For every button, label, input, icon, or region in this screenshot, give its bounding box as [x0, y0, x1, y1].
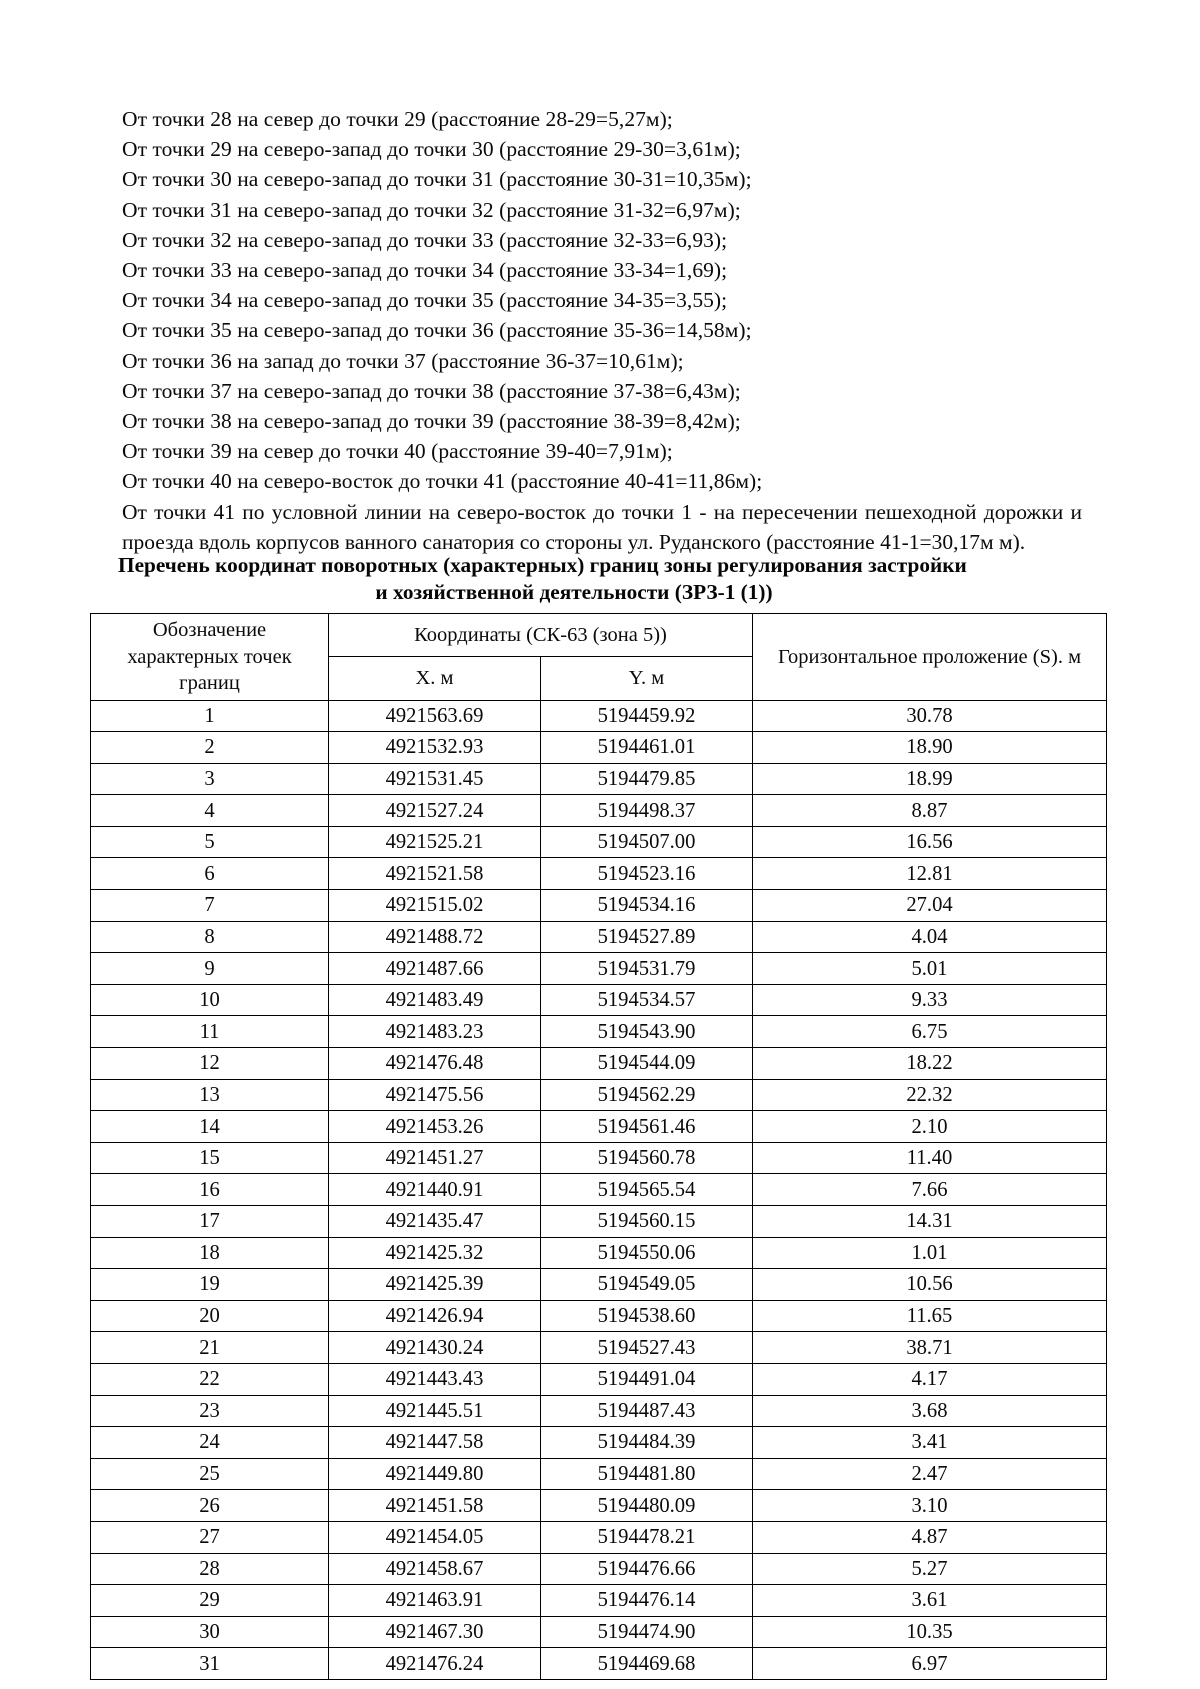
cell-point-number: 6	[91, 858, 329, 890]
cell-horizontal: 12.81	[753, 858, 1107, 890]
cell-horizontal: 14.31	[753, 1206, 1107, 1238]
cell-horizontal: 5.01	[753, 953, 1107, 985]
cell-y: 5194487.43	[541, 1395, 753, 1427]
cell-x: 4921563.69	[329, 700, 541, 732]
cell-horizontal: 4.17	[753, 1363, 1107, 1395]
cell-x: 4921515.02	[329, 890, 541, 922]
table-row	[91, 826, 1107, 858]
cell-x: 4921445.51	[329, 1395, 541, 1427]
cell-x: 4921447.58	[329, 1427, 541, 1459]
cell-x: 4921451.58	[329, 1490, 541, 1522]
cell-point-number: 30	[91, 1616, 329, 1648]
boundary-line: От точки 32 на северо-запад до точки 33 (расстояние 32-33=6,93);	[122, 227, 728, 252]
cell-x: 4921426.94	[329, 1300, 541, 1332]
boundary-line: От точки 33 на северо-запад до точки 34 (расстояние 33-34=1,69);	[122, 258, 728, 283]
cell-point-number: 8	[91, 921, 329, 953]
cell-y: 5194484.39	[541, 1427, 753, 1459]
table-title-line-1: Перечень координат поворотных (характерных) границ зоны регулирования застройки	[118, 553, 967, 577]
cell-y: 5194498.37	[541, 795, 753, 827]
cell-y: 5194527.43	[541, 1332, 753, 1364]
boundary-line: От точки 38 на северо-запад до точки 39 (расстояние 38-39=8,42м);	[122, 409, 741, 434]
cell-x: 4921483.49	[329, 984, 541, 1016]
boundary-line: От точки 40 на северо-восток до точки 41 (расстояние 40-41=11,86м);	[122, 469, 763, 494]
boundary-final-paragraph: От точки 41 по условной линии на северо-восток до точки 1 - на пересечении пешеходной дорожки и проезда вдоль корпусов ванного санатория со стороны ул. Руданского (расстояние 41-1=30,17м м).	[122, 499, 1082, 554]
table-row	[91, 1458, 1107, 1490]
cell-y: 5194480.09	[541, 1490, 753, 1522]
table-row	[91, 1079, 1107, 1111]
cell-y: 5194507.00	[541, 826, 753, 858]
header-x: X. м	[329, 657, 541, 700]
table-row	[91, 858, 1107, 890]
boundary-line: От точки 30 на северо-запад до точки 31 (расстояние 30-31=10,35м);	[122, 167, 752, 192]
cell-point-number: 22	[91, 1363, 329, 1395]
cell-horizontal: 5.27	[753, 1553, 1107, 1585]
table-body	[91, 700, 1107, 1679]
cell-point-number: 24	[91, 1427, 329, 1459]
cell-y: 5194561.46	[541, 1111, 753, 1143]
table-header-row-1	[91, 614, 1107, 657]
cell-x: 4921476.24	[329, 1648, 541, 1680]
table-row	[91, 1648, 1107, 1680]
cell-horizontal: 16.56	[753, 826, 1107, 858]
cell-horizontal: 6.97	[753, 1648, 1107, 1680]
cell-point-number: 11	[91, 1016, 329, 1048]
cell-y: 5194560.78	[541, 1142, 753, 1174]
cell-horizontal: 6.75	[753, 1016, 1107, 1048]
cell-x: 4921430.24	[329, 1332, 541, 1364]
cell-horizontal: 22.32	[753, 1079, 1107, 1111]
cell-point-number: 19	[91, 1269, 329, 1301]
cell-point-number: 20	[91, 1300, 329, 1332]
cell-point-number: 31	[91, 1648, 329, 1680]
table-row	[91, 700, 1107, 732]
table-title-line-2: и хозяйственной деятельности (ЗРЗ-1 (1))	[375, 580, 773, 604]
cell-y: 5194476.14	[541, 1585, 753, 1617]
cell-point-number: 3	[91, 763, 329, 795]
cell-horizontal: 11.65	[753, 1300, 1107, 1332]
cell-horizontal: 9.33	[753, 984, 1107, 1016]
table-row	[91, 1048, 1107, 1080]
boundary-line: От точки 39 на север до точки 40 (расстояние 39-40=7,91м);	[122, 439, 673, 464]
cell-horizontal: 1.01	[753, 1237, 1107, 1269]
cell-y: 5194491.04	[541, 1363, 753, 1395]
cell-horizontal: 3.61	[753, 1585, 1107, 1617]
cell-point-number: 13	[91, 1079, 329, 1111]
table-row	[91, 1016, 1107, 1048]
header-point-label: Обозначение характерных точек границ	[91, 614, 329, 701]
header-coordinates-group: Координаты (СК-63 (зона 5))	[329, 614, 753, 657]
cell-horizontal: 10.35	[753, 1616, 1107, 1648]
cell-x: 4921483.23	[329, 1016, 541, 1048]
cell-y: 5194479.85	[541, 763, 753, 795]
cell-y: 5194549.05	[541, 1269, 753, 1301]
table-row	[91, 1332, 1107, 1364]
cell-y: 5194565.54	[541, 1174, 753, 1206]
cell-x: 4921521.58	[329, 858, 541, 890]
cell-point-number: 17	[91, 1206, 329, 1238]
cell-y: 5194534.57	[541, 984, 753, 1016]
cell-y: 5194544.09	[541, 1048, 753, 1080]
cell-y: 5194562.29	[541, 1079, 753, 1111]
cell-y: 5194534.16	[541, 890, 753, 922]
boundary-line: От точки 31 на северо-запад до точки 32 (расстояние 31-32=6,97м);	[122, 197, 741, 222]
cell-point-number: 7	[91, 890, 329, 922]
cell-horizontal: 4.87	[753, 1521, 1107, 1553]
cell-x: 4921443.43	[329, 1363, 541, 1395]
cell-horizontal: 10.56	[753, 1269, 1107, 1301]
table-row	[91, 953, 1107, 985]
cell-x: 4921467.30	[329, 1616, 541, 1648]
cell-point-number: 28	[91, 1553, 329, 1585]
cell-horizontal: 8.87	[753, 795, 1107, 827]
cell-x: 4921531.45	[329, 763, 541, 795]
boundary-line: От точки 36 на запад до точки 37 (расстояние 36-37=10,61м);	[122, 348, 684, 373]
cell-y: 5194478.21	[541, 1521, 753, 1553]
table-row	[91, 1427, 1107, 1459]
table-row	[91, 763, 1107, 795]
cell-x: 4921440.91	[329, 1174, 541, 1206]
cell-x: 4921453.26	[329, 1111, 541, 1143]
cell-y: 5194459.92	[541, 700, 753, 732]
cell-y: 5194538.60	[541, 1300, 753, 1332]
boundary-description-block	[122, 104, 1082, 557]
cell-y: 5194476.66	[541, 1553, 753, 1585]
table-row	[91, 1269, 1107, 1301]
cell-point-number: 1	[91, 700, 329, 732]
coordinates-table	[90, 613, 1107, 1680]
cell-x: 4921525.21	[329, 826, 541, 858]
boundary-line: От точки 28 на север до точки 29 (расстояние 28-29=5,27м);	[122, 107, 673, 131]
cell-horizontal: 18.90	[753, 732, 1107, 764]
cell-point-number: 26	[91, 1490, 329, 1522]
table-title	[118, 552, 1030, 606]
table-header	[91, 614, 1107, 701]
cell-y: 5194550.06	[541, 1237, 753, 1269]
cell-x: 4921435.47	[329, 1206, 541, 1238]
cell-x: 4921425.39	[329, 1269, 541, 1301]
cell-x: 4921454.05	[329, 1521, 541, 1553]
boundary-line: От точки 29 на северо-запад до точки 30 (расстояние 29-30=3,61м);	[122, 137, 741, 162]
cell-x: 4921475.56	[329, 1079, 541, 1111]
cell-x: 4921532.93	[329, 732, 541, 764]
table-row	[91, 795, 1107, 827]
cell-horizontal: 2.47	[753, 1458, 1107, 1490]
cell-y: 5194461.01	[541, 732, 753, 764]
table-row	[91, 1521, 1107, 1553]
table-row	[91, 1300, 1107, 1332]
cell-point-number: 15	[91, 1142, 329, 1174]
cell-point-number: 5	[91, 826, 329, 858]
cell-horizontal: 18.99	[753, 763, 1107, 795]
table-row	[91, 1111, 1107, 1143]
cell-point-number: 14	[91, 1111, 329, 1143]
cell-horizontal: 3.68	[753, 1395, 1107, 1427]
cell-horizontal: 38.71	[753, 1332, 1107, 1364]
table-row	[91, 890, 1107, 922]
table-row	[91, 1363, 1107, 1395]
table-row	[91, 1237, 1107, 1269]
cell-x: 4921488.72	[329, 921, 541, 953]
cell-x: 4921458.67	[329, 1553, 541, 1585]
cell-point-number: 10	[91, 984, 329, 1016]
cell-y: 5194527.89	[541, 921, 753, 953]
cell-y: 5194531.79	[541, 953, 753, 985]
cell-x: 4921451.27	[329, 1142, 541, 1174]
cell-x: 4921476.48	[329, 1048, 541, 1080]
boundary-line: От точки 37 на северо-запад до точки 38 (расстояние 37-38=6,43м);	[122, 378, 741, 403]
cell-y: 5194469.68	[541, 1648, 753, 1680]
cell-horizontal: 4.04	[753, 921, 1107, 953]
cell-horizontal: 3.10	[753, 1490, 1107, 1522]
table-row	[91, 1585, 1107, 1617]
cell-x: 4921527.24	[329, 795, 541, 827]
cell-y: 5194474.90	[541, 1616, 753, 1648]
table-row	[91, 984, 1107, 1016]
table-row	[91, 1553, 1107, 1585]
table-row	[91, 1206, 1107, 1238]
cell-horizontal: 2.10	[753, 1111, 1107, 1143]
cell-x: 4921425.32	[329, 1237, 541, 1269]
cell-horizontal: 11.40	[753, 1142, 1107, 1174]
cell-horizontal: 18.22	[753, 1048, 1107, 1080]
header-horizontal-distance: Горизонтальное проложение (S). м	[753, 614, 1107, 701]
cell-y: 5194543.90	[541, 1016, 753, 1048]
boundary-line: От точки 34 на северо-запад до точки 35 (расстояние 34-35=3,55);	[122, 288, 728, 313]
cell-horizontal: 3.41	[753, 1427, 1107, 1459]
cell-y: 5194481.80	[541, 1458, 753, 1490]
cell-x: 4921463.91	[329, 1585, 541, 1617]
cell-point-number: 2	[91, 732, 329, 764]
cell-point-number: 21	[91, 1332, 329, 1364]
table-row	[91, 1174, 1107, 1206]
table-row	[91, 1490, 1107, 1522]
cell-point-number: 25	[91, 1458, 329, 1490]
cell-x: 4921487.66	[329, 953, 541, 985]
cell-horizontal: 27.04	[753, 890, 1107, 922]
cell-point-number: 29	[91, 1585, 329, 1617]
cell-point-number: 16	[91, 1174, 329, 1206]
cell-point-number: 12	[91, 1048, 329, 1080]
cell-point-number: 4	[91, 795, 329, 827]
cell-point-number: 18	[91, 1237, 329, 1269]
cell-horizontal: 7.66	[753, 1174, 1107, 1206]
cell-y: 5194560.15	[541, 1206, 753, 1238]
table-row	[91, 732, 1107, 764]
table-row	[91, 1395, 1107, 1427]
header-y: Y. м	[541, 657, 753, 700]
cell-x: 4921449.80	[329, 1458, 541, 1490]
boundary-line: От точки 35 на северо-запад до точки 36 (расстояние 35-36=14,58м);	[122, 318, 752, 343]
cell-point-number: 23	[91, 1395, 329, 1427]
table-row	[91, 921, 1107, 953]
table-row	[91, 1142, 1107, 1174]
cell-horizontal: 30.78	[753, 700, 1107, 732]
table-row	[91, 1616, 1107, 1648]
cell-y: 5194523.16	[541, 858, 753, 890]
cell-point-number: 27	[91, 1521, 329, 1553]
cell-point-number: 9	[91, 953, 329, 985]
